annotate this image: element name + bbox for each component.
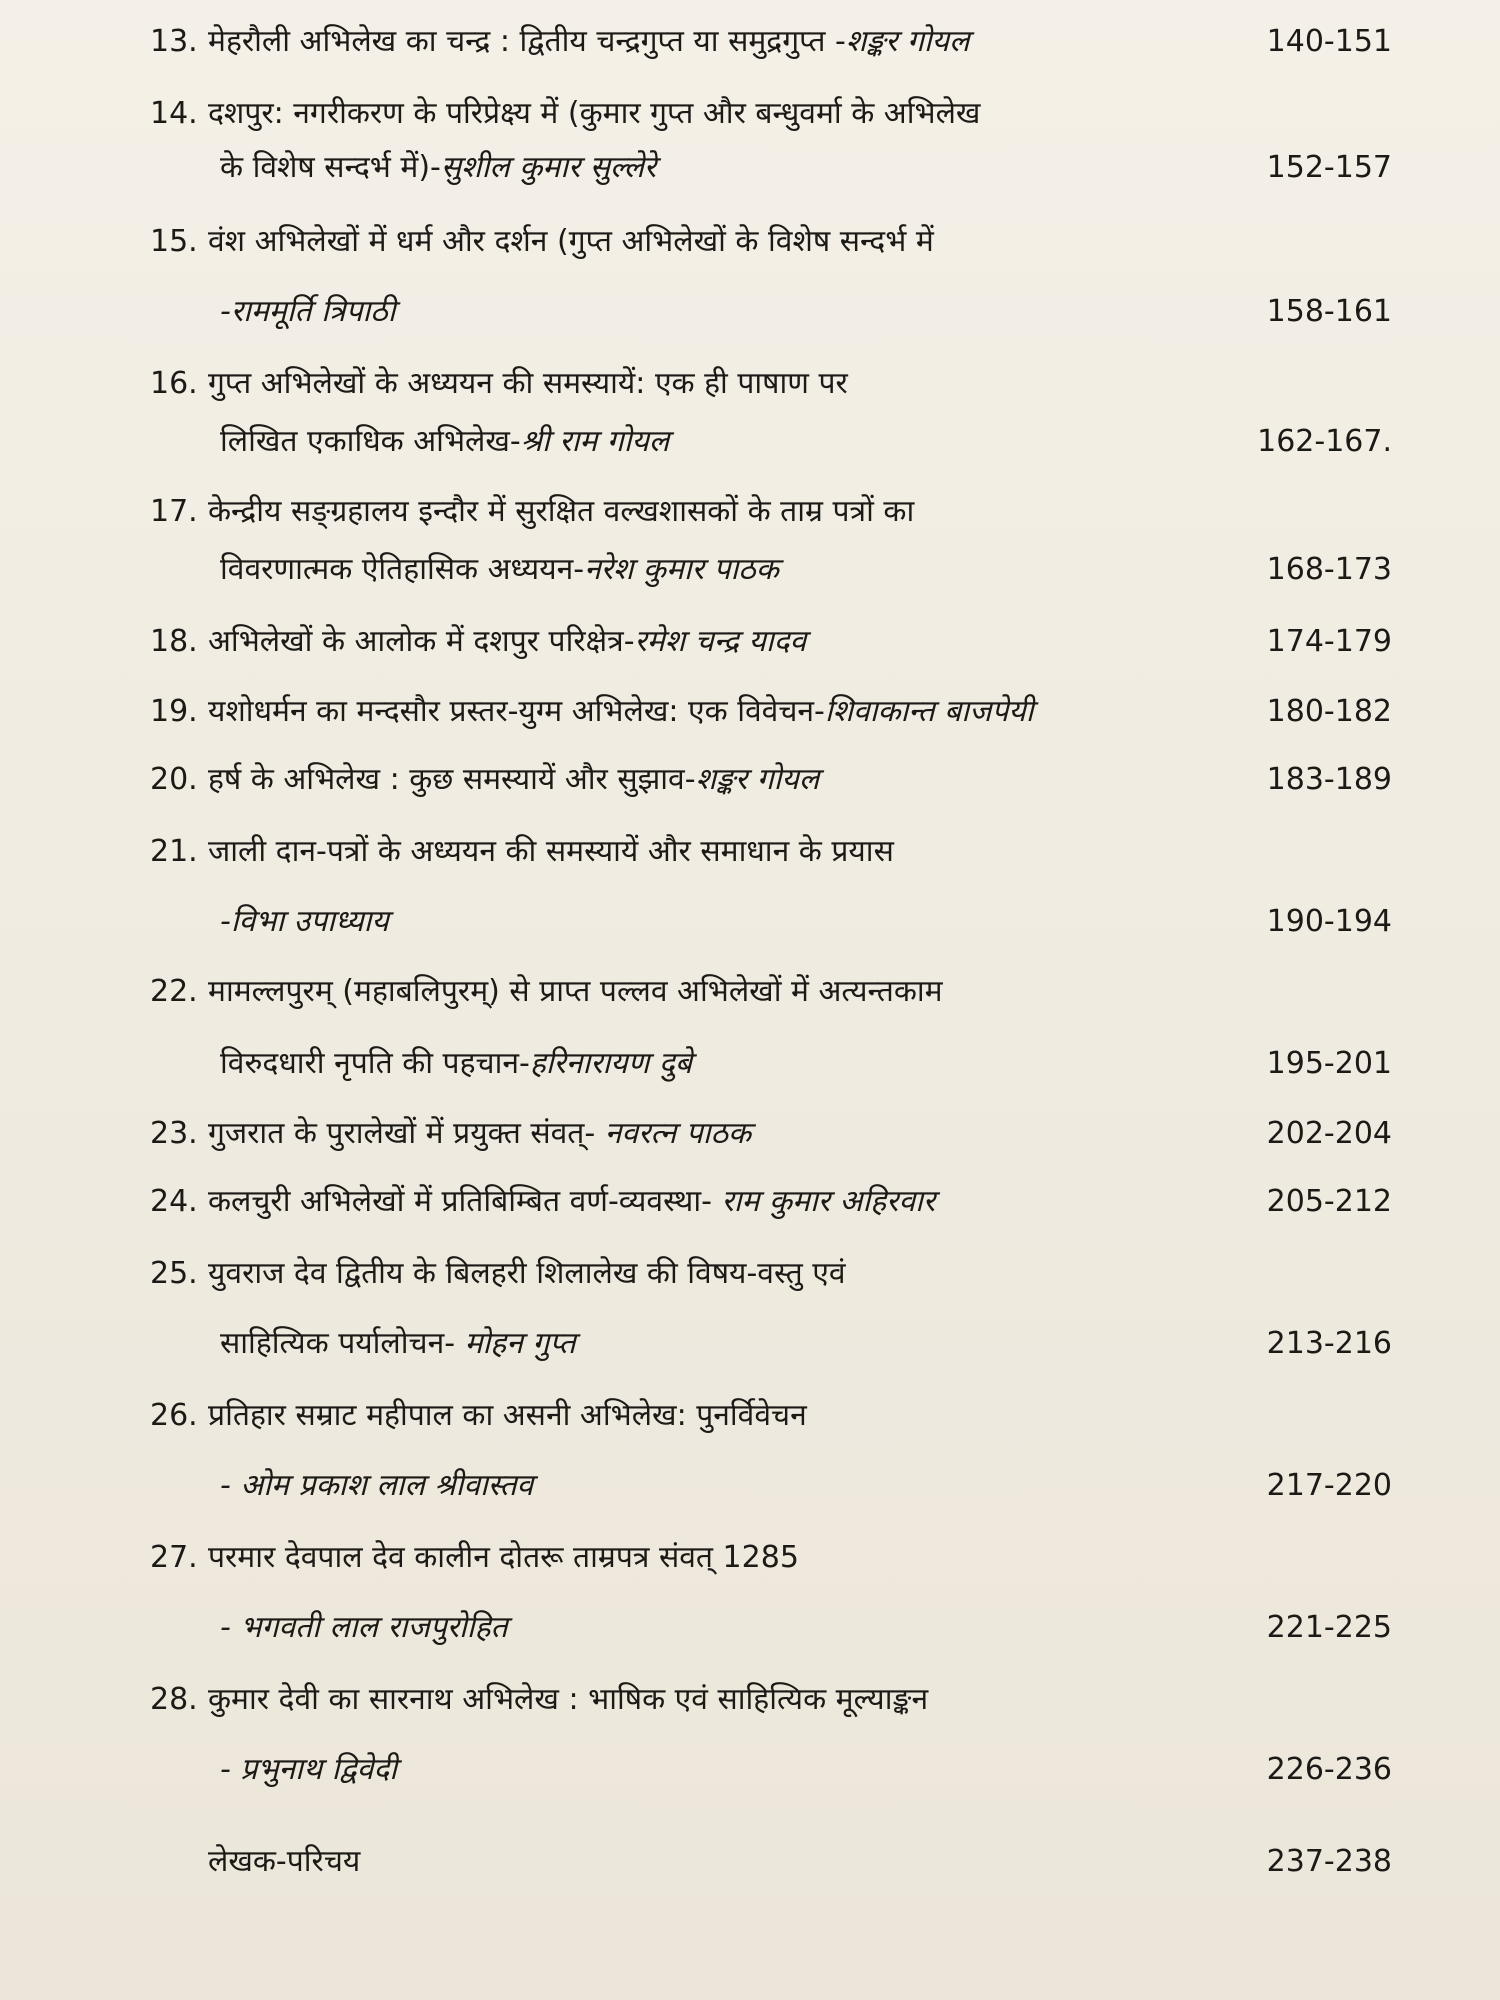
title-text: लेखक-परिचय: [208, 1844, 361, 1879]
author-name: नवरत्न पाठक: [604, 1116, 752, 1151]
entry-title: [208, 1386, 807, 1446]
page-range: 140-151: [1266, 24, 1392, 59]
author-name: - भगवती लाल राजपुरोहित: [220, 1610, 508, 1645]
title-text: केन्द्रीय सङ्ग्रहालय इन्दौर में सुरक्षित वल्खशासकों के ताम्र पत्रों का: [208, 494, 915, 529]
toc-line: [0, 1528, 1500, 1588]
entry-number: 23.: [150, 1116, 198, 1151]
title-text: यशोधर्मन का मन्दसौर प्रस्तर-युग्म अभिलेख: एक विवेचन-: [208, 694, 825, 729]
entry-title: [208, 1244, 846, 1304]
title-text: साहित्यिक पर्यालोचन-: [220, 1326, 465, 1361]
page-range: 213-216: [1266, 1326, 1392, 1361]
title-text: मेहरौली अभिलेख का चन्द्र : द्वितीय चन्द्रगुप्त या समुद्रगुप्त -: [208, 24, 846, 59]
entry-number: 17.: [150, 494, 198, 529]
author-name: राम कुमार अहिरवार: [721, 1184, 936, 1219]
entry-number: 13.: [150, 24, 198, 59]
author-name: शङ्कर गोयल: [695, 762, 820, 797]
title-text: कलचुरी अभिलेखों में प्रतिबिम्बित वर्ण-व्यवस्था-: [208, 1184, 722, 1219]
page-range: 168-173: [1266, 552, 1392, 587]
toc-line: [0, 354, 1500, 414]
toc-line: [0, 892, 1500, 952]
entry-title: [220, 1456, 533, 1516]
toc-line: [0, 822, 1500, 882]
entry-title: [208, 1670, 928, 1730]
toc-line: [0, 1314, 1500, 1374]
title-text: गुप्त अभिलेखों के अध्ययन की समस्यायें: एक ही पाषाण पर: [208, 366, 848, 401]
author-name: श्री राम गोयल: [520, 424, 670, 459]
entry-number: 15.: [150, 224, 198, 259]
entry-title: [220, 1314, 576, 1374]
page-range: 180-182: [1266, 694, 1392, 729]
page-range: 190-194: [1266, 904, 1392, 939]
toc-line: [0, 282, 1500, 342]
page-range: 237-238: [1266, 1844, 1392, 1879]
title-text: विरुदधारी नृपति की पहचान-: [220, 1046, 530, 1081]
author-name: शिवाकान्त बाजपेयी: [824, 694, 1034, 729]
toc-line: [0, 1172, 1500, 1232]
entry-title: [208, 612, 806, 672]
entry-number: 14.: [150, 96, 198, 131]
page-range: 162-167.: [1257, 424, 1392, 459]
page-range: 205-212: [1266, 1184, 1392, 1219]
entry-number: 19.: [150, 694, 198, 729]
title-text: कुमार देवी का सारनाथ अभिलेख : भाषिक एवं साहित्यिक मूल्याङ्कन: [208, 1682, 929, 1717]
entry-number: 20.: [150, 762, 198, 797]
entry-title: [208, 1172, 935, 1232]
title-text: गुजरात के पुरालेखों में प्रयुक्त संवत्-: [208, 1116, 605, 1151]
author-name: मोहन गुप्त: [464, 1326, 576, 1361]
title-text: प्रतिहार सम्राट महीपाल का असनी अभिलेख: पुनर्विवेचन: [208, 1398, 807, 1433]
entry-title: [208, 1528, 799, 1588]
toc-line: [0, 1104, 1500, 1164]
toc-line: [0, 962, 1500, 1022]
author-name: - ओम प्रकाश लाल श्रीवास्तव: [220, 1468, 534, 1503]
toc-line: [0, 138, 1500, 198]
entry-title: [208, 1832, 360, 1892]
entry-title: [220, 412, 669, 472]
page-range: 152-157: [1266, 150, 1392, 185]
title-text: हर्ष के अभिलेख : कुछ समस्यायें और सुझाव-: [208, 762, 696, 797]
toc-line: [0, 1034, 1500, 1094]
toc-line: [0, 12, 1500, 72]
entry-number: 26.: [150, 1398, 198, 1433]
entry-title: [220, 1740, 397, 1800]
entry-title: [208, 962, 943, 1022]
toc-line: [0, 482, 1500, 542]
page-range: 195-201: [1266, 1046, 1392, 1081]
entry-number: 16.: [150, 366, 198, 401]
toc-line: [0, 1244, 1500, 1304]
toc-line: [0, 84, 1500, 144]
entry-title: [208, 822, 894, 882]
entry-title: [220, 1598, 508, 1658]
page-range: 217-220: [1266, 1468, 1392, 1503]
entry-title: [208, 482, 914, 542]
title-text: मामल्लपुरम् (महाबलिपुरम्) से प्राप्त पल्लव अभिलेखों में अत्यन्तकाम: [208, 974, 943, 1009]
entry-title: [220, 540, 779, 600]
toc-line: [0, 1832, 1500, 1892]
title-text: के विशेष सन्दर्भ में)-: [220, 150, 441, 185]
toc-line: [0, 1386, 1500, 1446]
page-range: 158-161: [1266, 294, 1392, 329]
title-text: लिखित एकाधिक अभिलेख-: [220, 424, 521, 459]
toc-line: [0, 1670, 1500, 1730]
page-range: 174-179: [1266, 624, 1392, 659]
author-name: - प्रभुनाथ द्विवेदी: [220, 1752, 398, 1787]
author-name: -राममूर्ति त्रिपाठी: [220, 294, 396, 329]
page-range: 226-236: [1266, 1752, 1392, 1787]
entry-title: [208, 1104, 751, 1164]
title-text: विवरणात्मक ऐतिहासिक अध्ययन-: [220, 552, 585, 587]
author-name: शङ्कर गोयल: [845, 24, 970, 59]
toc-line: [0, 540, 1500, 600]
toc-line: [0, 212, 1500, 272]
author-name: -विभा उपाध्याय: [220, 904, 389, 939]
page-range: 221-225: [1266, 1610, 1392, 1645]
entry-number: 24.: [150, 1184, 198, 1219]
toc-line: [0, 1598, 1500, 1658]
entry-number: 27.: [150, 1540, 198, 1575]
entry-number: 21.: [150, 834, 198, 869]
entry-number: 22.: [150, 974, 198, 1009]
entry-title: [208, 212, 934, 272]
entry-title: [208, 750, 819, 810]
entry-number: 28.: [150, 1682, 198, 1717]
toc-line: [0, 1740, 1500, 1800]
title-text: वंश अभिलेखों में धर्म और दर्शन (गुप्त अभिलेखों के विशेष सन्दर्भ में: [208, 224, 934, 259]
page-range: 202-204: [1266, 1116, 1392, 1151]
entry-number: 25.: [150, 1256, 198, 1291]
toc-line: [0, 1456, 1500, 1516]
title-text: दशपुर: नगरीकरण के परिप्रेक्ष्य में (कुमार गुप्त और बन्धुवर्मा के अभिलेख: [208, 96, 981, 131]
author-name: सुशील कुमार सुल्लेरे: [440, 150, 657, 185]
page-range: 183-189: [1266, 762, 1392, 797]
title-text: अभिलेखों के आलोक में दशपुर परिक्षेत्र-: [208, 624, 635, 659]
toc-line: [0, 750, 1500, 810]
author-name: हरिनारायण दुबे: [529, 1046, 692, 1081]
title-text: युवराज देव द्वितीय के बिलहरी शिलालेख की विषय-वस्तु एवं: [208, 1256, 846, 1291]
entry-title: [208, 12, 969, 72]
entry-title: [220, 892, 389, 952]
toc-line: [0, 682, 1500, 742]
toc-line: [0, 412, 1500, 472]
entry-number: 18.: [150, 624, 198, 659]
title-text: परमार देवपाल देव कालीन दोतरू ताम्रपत्र संवत् 1285: [208, 1540, 799, 1575]
toc-line: [0, 612, 1500, 672]
entry-title: [220, 282, 396, 342]
entry-title: [220, 138, 656, 198]
title-text: जाली दान-पत्रों के अध्ययन की समस्यायें और समाधान के प्रयास: [208, 834, 894, 869]
entry-title: [208, 84, 980, 144]
entry-title: [220, 1034, 692, 1094]
author-name: नरेश कुमार पाठक: [584, 552, 779, 587]
entry-title: [208, 354, 848, 414]
entry-title: [208, 682, 1034, 742]
author-name: रमेश चन्द्र यादव: [634, 624, 807, 659]
